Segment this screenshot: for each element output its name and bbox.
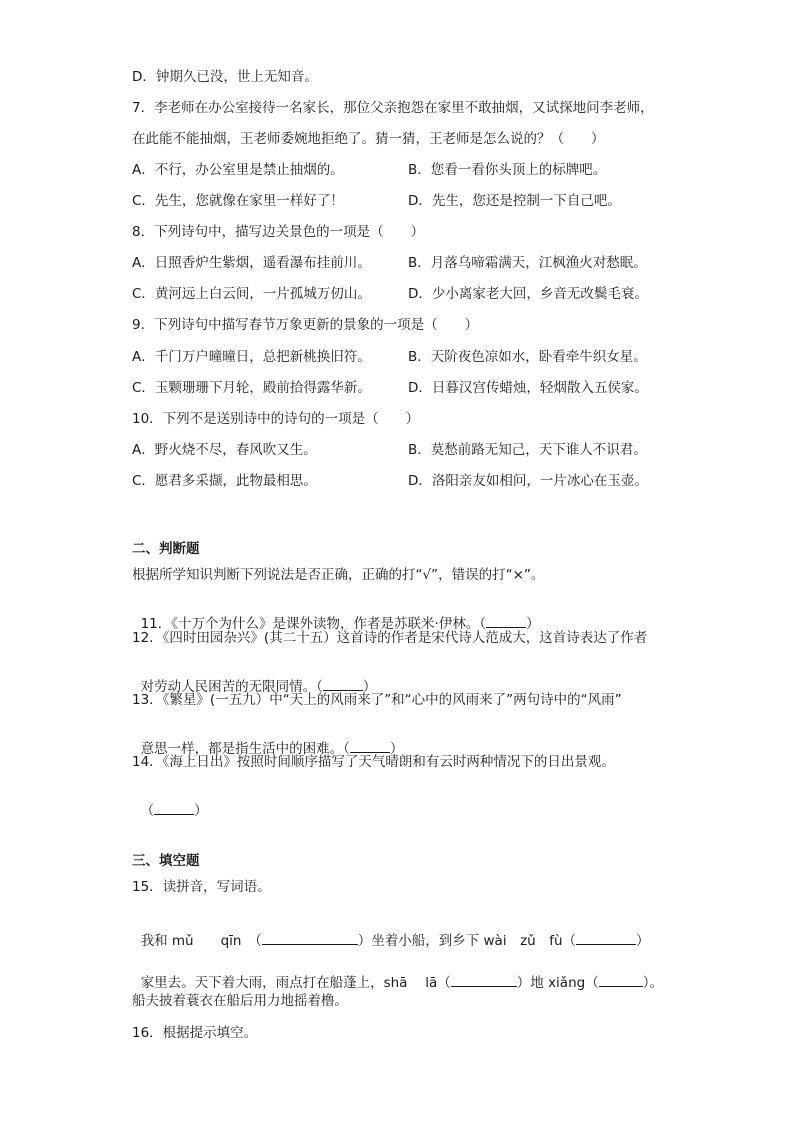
q10-stem: 10．下列不是送别诗中的诗句的一项是（ ） — [132, 411, 420, 427]
q12-line1: 12．《四时田园杂兴》(其二十五）这首诗的作者是宋代诗人范成大，这首诗表达了作者 — [132, 630, 648, 646]
q9-option-c[interactable]: C．玉颗珊珊下月轮，殿前拾得露华新。 — [132, 380, 371, 396]
q15-line2-part3: ）。 — [642, 975, 663, 991]
q9-stem: 9．下列诗句中描写春节万象更新的景象的一项是（ ） — [132, 317, 479, 333]
q15-blank-shala[interactable] — [451, 974, 517, 987]
q11-paren-close: ） — [526, 616, 540, 632]
q12-paren-open: （ — [316, 679, 323, 695]
q11-answer-blank[interactable] — [486, 615, 526, 628]
q6-option-d: D．钟期久已没，世上无知音。 — [132, 69, 318, 85]
q9-option-b[interactable]: B．天阶夜色凉如水，卧看牵牛织女星。 — [408, 349, 647, 365]
q15-line2 — [132, 956, 663, 992]
q7-option-d[interactable]: D．先生，您还是控制一下自己吧。 — [408, 193, 621, 209]
q8-option-d[interactable]: D．少小离家老大回，乡音无改鬓毛衰。 — [408, 286, 648, 302]
q15-line1-part1: 我和 mǔ qīn （ — [140, 933, 262, 949]
q9-option-a[interactable]: A．千门万户曈曈日，总把新桃换旧符。 — [132, 349, 371, 365]
section3-title: 三、填空题 — [132, 853, 200, 869]
q16-stem: 16．根据提示填空。 — [132, 1025, 258, 1041]
q15-stem: 15．读拼音，写词语。 — [132, 879, 271, 895]
section2-title: 二、判断题 — [132, 541, 200, 557]
q13-text: 意思一样，都是指生活中的困难。 — [140, 741, 344, 757]
q15-line1 — [132, 914, 650, 950]
q7-stem-line2: 在此能不能抽烟，王老师委婉地拒绝了。猜一猜，王老师是怎么说的？（ ） — [132, 131, 605, 147]
q11-line — [132, 597, 540, 633]
q15-line1-part3: ） — [636, 933, 650, 949]
q14-paren-open: （ — [140, 803, 155, 819]
section2-instruction: 根据所学知识判断下列说法是否正确，正确的打“√”，错误的打“×”。 — [132, 567, 545, 583]
q15-line1-part2: ）坐着小船，到乡下 wài zǔ fù（ — [357, 933, 577, 949]
q12-answer-blank[interactable] — [323, 678, 363, 691]
q7-option-c[interactable]: C．先生，您就像在家里一样好了！ — [132, 193, 344, 209]
q8-stem: 8．下列诗句中，描写边关景色的一项是（ ） — [132, 224, 425, 240]
q8-option-b[interactable]: B．月落乌啼霜满天，江枫渔火对愁眠。 — [408, 255, 647, 271]
q14-line1: 14．《海上日出》按照时间顺序描写了天气晴朗和有云时两种情况下的日出景观。 — [132, 754, 615, 770]
q11-paren-open: （ — [479, 616, 487, 632]
q10-option-c[interactable]: C．愿君多采撷，此物最相思。 — [132, 473, 317, 489]
q15-blank-waizufu[interactable] — [576, 932, 636, 945]
q8-option-c[interactable]: C．黄河远上白云间，一片孤城万仞山。 — [132, 286, 371, 302]
q12-paren-close: ） — [362, 679, 377, 695]
q15-blank-xiang[interactable] — [599, 974, 643, 987]
q14-line2 — [132, 784, 208, 820]
q15-line2-part1: 家里去。天下着大雨，雨点打在船蓬上，shā lā（ — [140, 975, 451, 991]
q15-line2-part2: ）地 xiǎng（ — [516, 975, 599, 991]
q11-text: 11．《十万个为什么》是课外读物，作者是苏联米·伊林。 — [140, 616, 480, 632]
q10-option-a[interactable]: A．野火烧不尽，春风吹又生。 — [132, 442, 317, 458]
q10-option-d[interactable]: D．洛阳亲友如相问，一片冰心在玉壶。 — [408, 473, 648, 489]
q12-text: 对劳动人民困苦的无限同情。 — [140, 679, 317, 695]
q13-paren-close: ） — [389, 741, 404, 757]
q15-line3: 船夫披着蓑衣在船后用力地摇着橹。 — [132, 993, 348, 1009]
q7-option-b[interactable]: B．您看一看你头顶上的标牌吧。 — [408, 162, 607, 178]
q9-option-d[interactable]: D．日暮汉宫传蜡烛，轻烟散入五侯家。 — [408, 380, 648, 396]
q8-option-a[interactable]: A．日照香炉生紫烟，遥看瀑布挂前川。 — [132, 255, 371, 271]
q15-blank-muqin[interactable] — [262, 932, 358, 945]
q14-paren-close: ） — [194, 803, 208, 819]
q10-option-b[interactable]: B．莫愁前路无知己，天下谁人不识君。 — [408, 442, 647, 458]
q14-answer-blank[interactable] — [154, 802, 194, 815]
q13-answer-blank[interactable] — [350, 740, 390, 753]
q7-option-a[interactable]: A．不行，办公室里是禁止抽烟的。 — [132, 162, 344, 178]
q13-line1: 13．《繁星》(一五九）中“天上的风雨来了”和“心中的风雨来了”两句诗中的“风雨” — [132, 692, 622, 708]
q7-stem-line1: 7．李老师在办公室接待一名家长，那位父亲抱怨在家里不敢抽烟，又试探地问李老师， — [132, 100, 654, 116]
q13-paren-open: （ — [343, 741, 350, 757]
